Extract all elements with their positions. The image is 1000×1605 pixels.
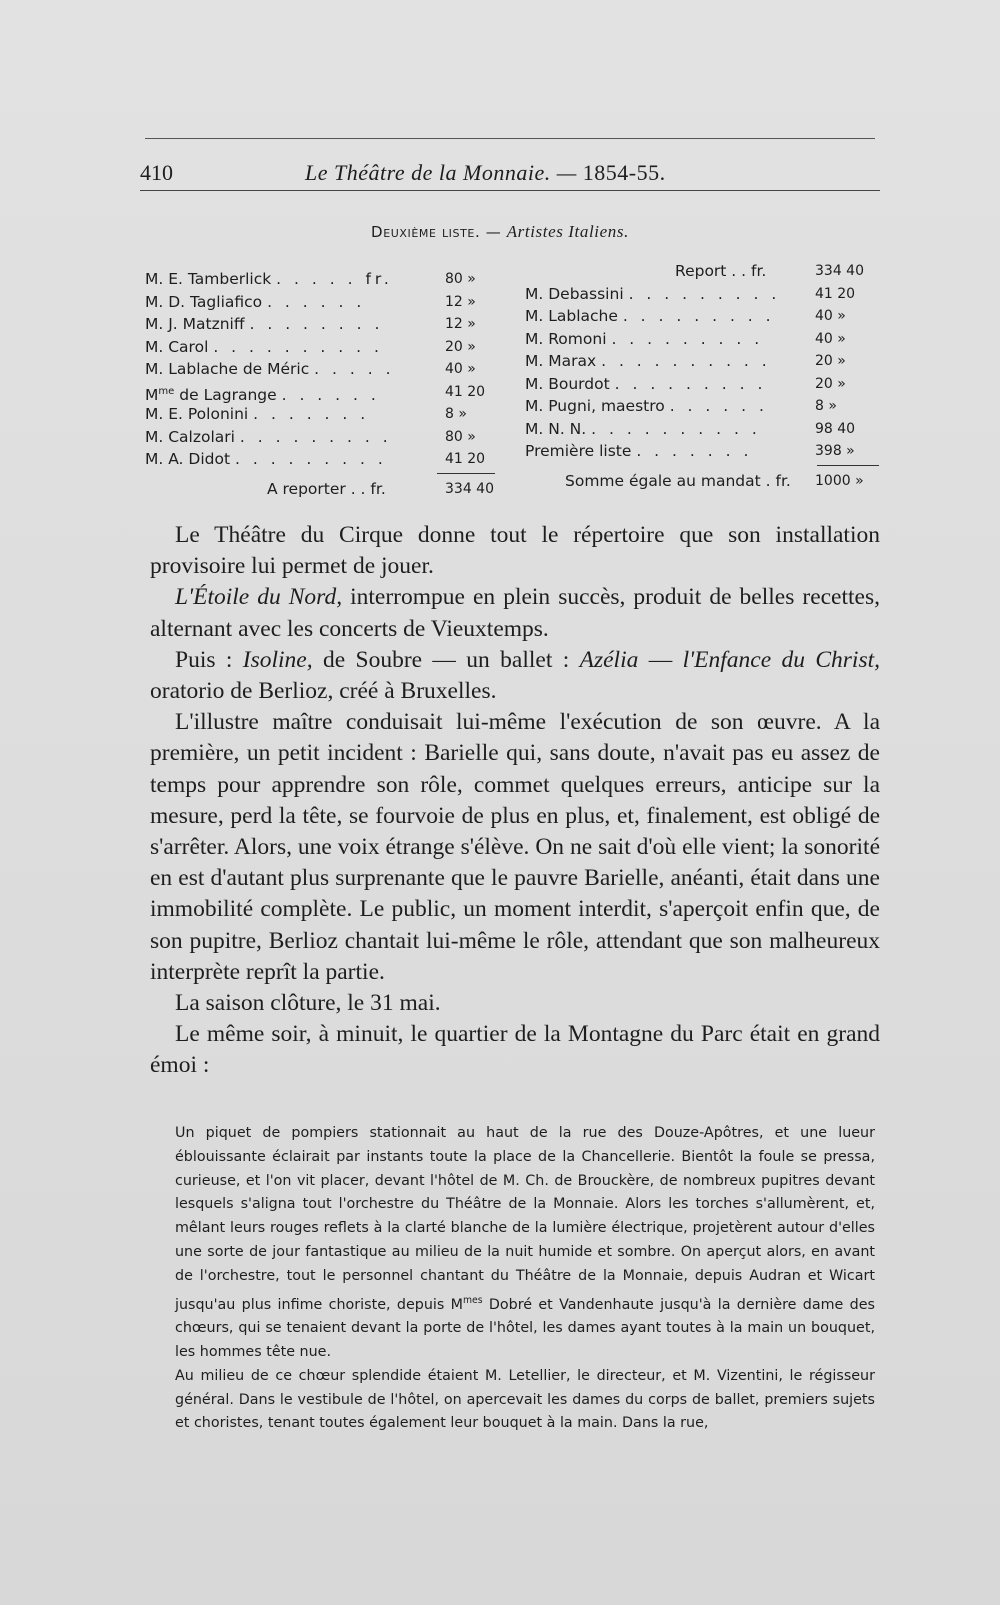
list-item-amount: 80 » xyxy=(445,428,476,445)
list-item xyxy=(145,426,500,449)
list-item xyxy=(145,381,500,404)
leader-dots: . . . . . . . . . xyxy=(628,284,781,303)
list-item-name: M. N. N. xyxy=(525,419,587,438)
paragraph: La saison clôture, le 31 mai. xyxy=(175,990,441,1017)
list-item-name: M. Romoni xyxy=(525,329,607,348)
list-item-name: Première liste xyxy=(525,442,632,460)
paragraph: Le Théâtre du Cirque donne tout le répertoire que son installation provisoire lui permet de jouer. xyxy=(150,522,880,580)
list-item xyxy=(145,358,500,381)
name-prefix: M xyxy=(145,385,159,404)
subtotal-label: A reporter . . fr. xyxy=(267,479,386,498)
right-subscription-list xyxy=(525,260,880,494)
left-subscription-list xyxy=(145,268,500,502)
sum-rule xyxy=(437,473,495,474)
quoted-passage xyxy=(175,1122,875,1436)
leader-dots: . . . . . . xyxy=(669,397,768,415)
list-item-name: M. Pugni, maestro xyxy=(525,397,665,415)
quote-superscript: mes xyxy=(462,1294,483,1306)
list-item xyxy=(145,291,500,314)
report-row xyxy=(525,260,880,283)
list-item-amount: 40 » xyxy=(815,330,846,347)
leader-dots: . . . . . . . . . xyxy=(235,450,387,468)
leader-dots: . . . . . fr. xyxy=(276,270,393,288)
leader-dots: . . . . . . . xyxy=(636,442,753,460)
total-label: Somme égale au mandat . fr. xyxy=(565,471,791,490)
italic-title: L'Étoile du Nord, xyxy=(175,584,343,611)
list-item-name: M. Debassini xyxy=(525,284,624,303)
list-heading-subtitle: Artistes Italiens. xyxy=(506,222,629,241)
quote-paragraph: Au milieu de ce chœur splendide étaient M. Letellier, le directeur, et M. Vizentini, le régisseur général. Dans le vestibule de l'hôtel, on apercevait les dames du corps de ballet, premiers sujets et choristes, tenant toutes également leur bouquet à la main. Dans la rue, xyxy=(175,1367,875,1432)
report-label: Report . . fr. xyxy=(675,262,767,280)
list-item-amount: 20 » xyxy=(815,375,846,392)
list-item-name: M. Calzolari xyxy=(145,427,235,446)
list-item-name: M. Carol xyxy=(145,337,209,356)
running-title-year: 1854-55. xyxy=(582,160,666,185)
leader-dots: . . . . . xyxy=(314,360,395,378)
list-item xyxy=(525,283,880,306)
top-rule xyxy=(145,138,875,139)
subtotal-amount: 334 40 xyxy=(445,480,494,497)
subtotal-row xyxy=(145,476,500,502)
sum-rule xyxy=(817,465,879,466)
list-item xyxy=(525,305,880,328)
list-item-amount: 12 » xyxy=(445,316,476,332)
list-item-amount: 80 » xyxy=(445,271,476,287)
report-amount: 334 40 xyxy=(815,263,864,279)
leader-dots: . . . . . . . . . . xyxy=(213,337,383,356)
list-item xyxy=(145,403,500,426)
leader-dots: . . . . . . . . . xyxy=(611,329,764,348)
list-item-amount: 98 40 xyxy=(815,420,856,437)
list-item xyxy=(145,336,500,359)
paragraph-text: Puis : xyxy=(175,646,243,673)
running-title xyxy=(305,160,666,186)
list-item-name: M. E. Polonini xyxy=(145,405,249,423)
list-item-amount: 40 » xyxy=(445,361,476,377)
total-row xyxy=(525,468,880,494)
quote-text: Un piquet de pompiers stationnait au haut de la rue des Douze-Apôtres, et une lueur éblouissante éclairait par instants toute la place de la Chancellerie. Bientôt la foule se pressa, curieuse, et l'on vit placer, devant l'hôtel de M. Ch. de Brouckère, de nombreux pupitres devant lesquels s'aligna tout l'orchestre du Théâtre de la Monnaie. Alors les torches s'allumèrent, et, mêlant leurs rouges reflets à la clarté blanche de la lumière électrique, projetèrent autour d'elles une sorte de jour fantastique au milieu de la nuit humide et sombre. On aperçut alors, en avant de l'orchestre, tout le personnel chantant du Théâtre de la Monnaie, depuis Audran et Wicart jusqu'au plus infime choriste, depuis M xyxy=(175,1125,875,1313)
leader-dots: . . . . . . . . . xyxy=(622,307,775,325)
list-item-amount: 8 » xyxy=(815,398,837,414)
list-item xyxy=(145,448,500,471)
list-item xyxy=(525,395,880,418)
list-item xyxy=(525,350,880,373)
leader-dots: . . . . . . xyxy=(267,292,366,311)
italic-title: Azélia xyxy=(579,646,639,673)
list-item-name xyxy=(145,386,277,404)
running-title-text: Le Théâtre de la Monnaie. — xyxy=(305,160,577,185)
paragraph: L'illustre maître conduisait lui-même l'exécution de son œuvre. A la première, un petit incident : Barielle qui, sans doute, n'avait pas eu assez de temps pour apprendre son rôle, commet quelques erreurs, anticipe sur la mesure, perd la tête, se fourvoie de plus en plus, et, finalement, est obligé de s'arrêter. Alors, une voix étrange s'élève. On ne sait d'où elle vient; la sonorité en est d'autant plus surprenante que le pauvre Barielle, anéanti, était dans une immobilité complète. Le public, un moment interdit, s'aperçoit enfin que, de son pupitre, Berlioz chantait lui-même le rôle, attendant que son malheureux interprète reprît la partie. xyxy=(150,709,880,985)
running-header xyxy=(140,160,880,191)
name-superscript: me xyxy=(158,385,175,397)
list-item-name: M. Bourdot xyxy=(525,374,610,393)
paragraph xyxy=(150,645,880,707)
leader-dots: . . . . . . . . . xyxy=(239,427,392,446)
quote-paragraph xyxy=(175,1122,875,1365)
list-item-name: M. A. Didot xyxy=(145,450,231,468)
list-item-amount: 20 » xyxy=(815,353,846,369)
leader-dots: . . . . . . . . . . xyxy=(591,419,761,438)
italic-title: Isoline, xyxy=(242,646,313,673)
paragraph: Le même soir, à minuit, le quartier de la Montagne du Parc était en grand émoi : xyxy=(150,1021,880,1079)
list-item-amount: 41 20 xyxy=(445,451,486,467)
body-text xyxy=(150,520,880,1082)
list-item-name: M. Lablache xyxy=(525,307,618,325)
italic-title: l'Enfance du Christ, xyxy=(682,646,881,673)
list-item-amount: 12 » xyxy=(445,293,476,310)
leader-dots: . . . . . . . . . . xyxy=(601,352,771,370)
list-item-name: M. J. Matzniff xyxy=(145,315,245,333)
list-item-amount: 41 20 xyxy=(445,383,486,400)
list-item xyxy=(525,328,880,351)
leader-dots: . . . . . . . xyxy=(253,405,370,423)
list-item xyxy=(145,313,500,336)
list-item xyxy=(525,440,880,463)
paragraph-text: — xyxy=(638,646,683,673)
quote-text: Dobré et Vandenhaute jusqu'à la dernière dame des chœurs, qui se tenaient devant la porte de l'hôtel, les dames ayant toutes à la main un bouquet, les hommes tête nue. xyxy=(175,1296,875,1360)
leader-dots: . . . . . . xyxy=(281,385,380,404)
list-item-amount: 40 » xyxy=(815,308,846,324)
list-item-name: M. D. Tagliafico xyxy=(145,292,263,311)
total-amount: 1000 » xyxy=(815,472,864,489)
name-rest: de Lagrange xyxy=(174,385,277,404)
list-item-name: M. Marax xyxy=(525,352,597,370)
list-item-amount: 41 20 xyxy=(815,285,856,302)
list-heading-dash: — xyxy=(485,223,502,241)
page-number: 410 xyxy=(140,160,173,185)
paragraph-text: oratorio de Berlioz, créé à Bruxelles. xyxy=(150,678,497,705)
list-heading-label: Deuxième liste. xyxy=(371,223,481,241)
paragraph xyxy=(150,582,880,644)
list-item xyxy=(145,268,500,291)
list-item-name: M. Lablache de Méric xyxy=(145,360,310,378)
leader-dots: . . . . . . . . xyxy=(249,315,384,333)
list-item-name: M. E. Tamberlick xyxy=(145,270,272,288)
list-item-amount: 398 » xyxy=(815,443,855,459)
list-item xyxy=(525,418,880,441)
leader-dots: . . . . . . . . . xyxy=(614,374,767,393)
list-item xyxy=(525,373,880,396)
list-heading xyxy=(0,222,1000,242)
paragraph-text: de Soubre — un ballet : xyxy=(312,646,580,673)
list-item-amount: 8 » xyxy=(445,406,467,422)
list-item-amount: 20 » xyxy=(445,338,476,355)
paragraph-text: interrompue en plein succès, produit de belles recettes, alternant avec les concerts de Vieuxtemps. xyxy=(150,584,880,642)
